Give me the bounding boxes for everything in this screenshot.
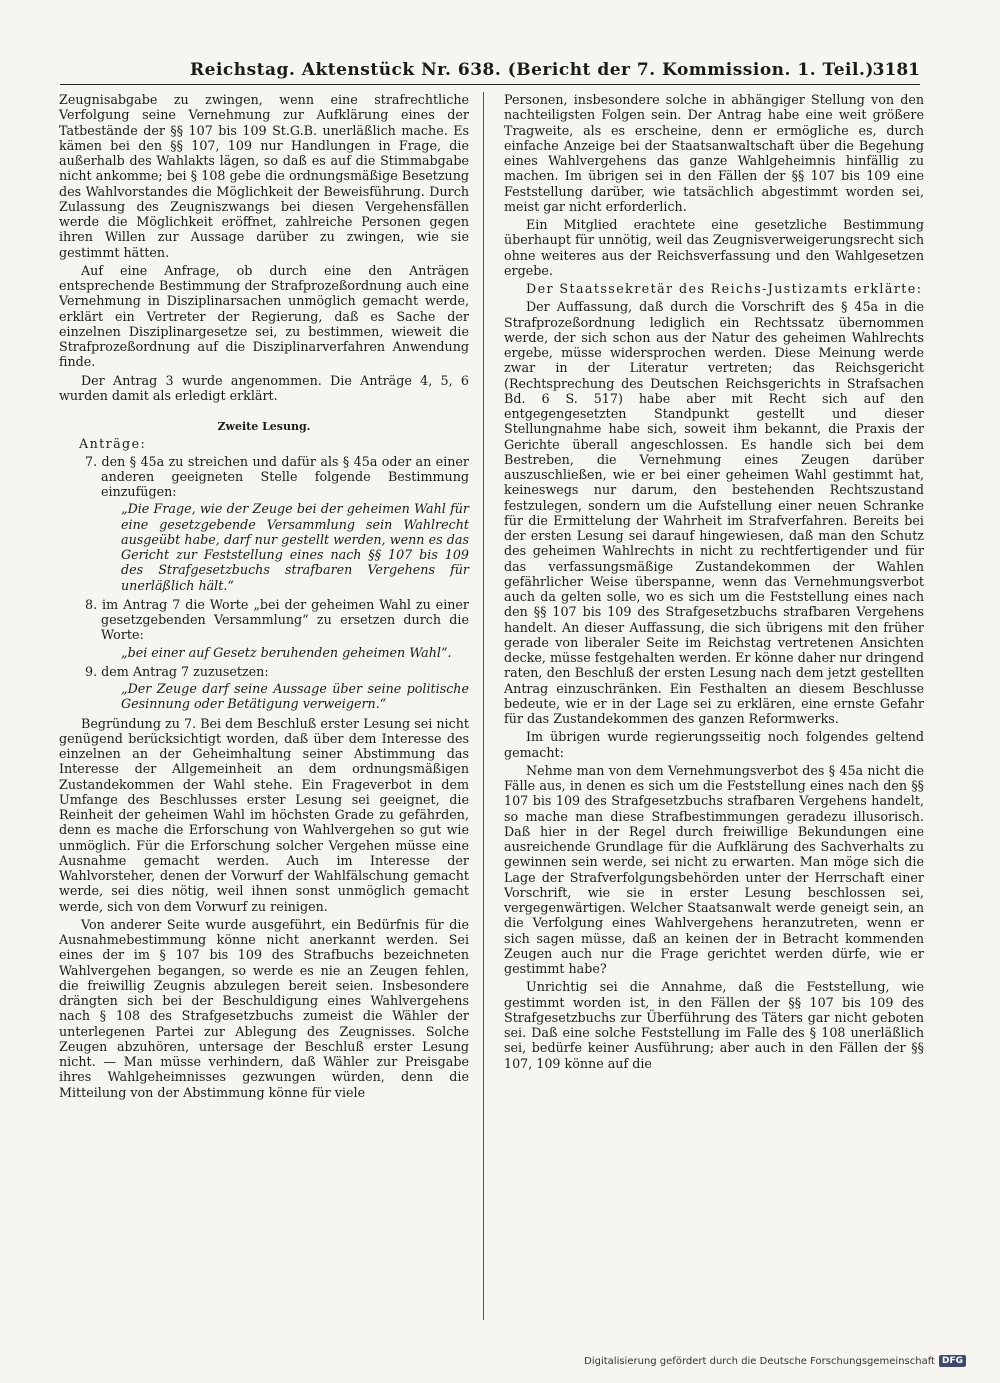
paragraph: Von anderer Seite wurde ausgeführt, ein Bedürfnis für die Ausnahmebestimmung könne nicht anerkannt werden. Sei eines der im § 107 bis 109 des Strafbuchs bezeichneten Wahlvergehen begangen, so werde es nie an Zeugen fehlen, die freiwillig Zeugnis abzulegen bereit seien. Insbesondere drängten sich bei der Beschuldigung eines Wahlvergehens nach § 108 des Strafgesetzbuchs zumeist die Wähler der unterlegenen Partei zur Ablegung des Zeugnisses. Solche Zeugen abzuhören, untersage der Beschluß erster Lesung nicht. — Man müsse verhindern, daß Wähler zur Preisgabe ihres Wahlgeheimnisses gezwungen würden, denn die Mitteilung von der Abstimmung könne für viele <box>59 916 469 1100</box>
paragraph: Im übrigen wurde regierungsseitig noch folgendes geltend gemacht: <box>504 729 924 760</box>
page-number: 3181 <box>872 60 920 80</box>
quote: „Die Frage, wie der Zeuge bei der geheimen Wahl für eine gesetzgebende Versammlung sein Wahlrecht ausgeübt habe, darf nur gestellt werden, wenn es das Gericht zur Feststellung eines nach §§ 107 bis 109 des Strafgesetzbuchs strafbaren Vergehens für unerläßlich hält.“ <box>121 501 469 593</box>
paragraph: Unrichtig sei die Annahme, daß die Feststellung, wie gestimmt worden ist, in den Fällen der §§ 107 bis 109 des Strafgesetzbuchs zur Überführung des Täters gar nicht geboten sei. Daß eine solche Feststellung im Falle des § 108 unerläßlich sei, bedürfe keiner Ausführung; aber auch in den Fällen der §§ 107, 109 könne auf die <box>504 979 924 1071</box>
paragraph: Zeugnisabgabe zu zwingen, wenn eine strafrechtliche Verfolgung seine Vernehmung zur Aufklärung eines der Tatbestände der §§ 107 bis 109 St.G.B. unerläßlich mache. Es kämen bei den §§ 107, 109 nur Handlungen in Frage, die außerhalb des Wahlakts lägen, so daß es auf die Stimmabgabe nicht ankomme; bei § 108 gebe die ordnungsmäßige Besetzung des Wahlvorstandes die Möglichkeit der Beweisführung. Durch Zulassung des Zeugniszwangs bei diesen Vergehensfällen werde die Möglichkeit eröffnet, zahlreiche Personen gegen ihren Willen zur Aussage darüber zu zwingen, wie sie gestimmt hätten. <box>59 92 469 260</box>
list-item: 8. im Antrag 7 die Worte „bei der geheimen Wahl zu einer gesetzgebenden Versammlung“ zu ersetzen durch die Worte: <box>85 596 469 643</box>
right-column <box>504 92 924 1074</box>
list-item: 9. dem Antrag 7 zuzusetzen: <box>85 663 269 679</box>
paragraph: Der Staatssekretär des Reichs-Justizamts erklärte: <box>526 281 923 296</box>
quote: „Der Zeuge darf seine Aussage über seine politische Gesinnung oder Betätigung verweigern.“ <box>121 681 469 712</box>
paragraph: Nehme man von dem Vernehmungsverbot des § 45a nicht die Fälle aus, in denen es sich um die Feststellung eines nach den §§ 107 bis 109 des Strafgesetzbuchs strafbaren Vergehens handelt, so mache man diese Strafbestimmungen geradezu illusorisch. Daß hier in der Regel durch freiwillige Bekundungen eine ausreichende Grundlage für die Aufklärung des Sachverhalts zu gewinnen sein werde, sei nicht zu erwarten. Man möge sich die Lage der Strafverfolgungsbehörden unter der Herrschaft einer Vorschrift, wie sie in erster Lesung beschlossen sei, vergegenwärtigen. Welcher Staatsanwalt werde geneigt sein, an die Verfolgung eines Wahlvergehens heranzutreten, wenn er sich sagen müsse, daß an keinen der in Betracht kommenden Zeugen auch nur die Frage gerichtet werden dürfe, wie er gestimmt habe? <box>504 762 924 976</box>
list-item: 7. den § 45a zu streichen und dafür als § 45a oder an einer anderen geeigneten Stelle folgende Bestimmung einzufügen: <box>85 453 469 499</box>
dfg-logo: DFG <box>939 1355 966 1367</box>
paragraph: Der Auffassung, daß durch die Vorschrift des § 45a in die Strafprozeßordnung lediglich ein Rechtssatz übernommen werde, der sich schon aus der Natur des geheimen Wahlrechts ergebe, müsse widersprochen werden. Diese Meinung werde zwar in der Literatur vertreten; das Reichsgericht (Rechtsprechung des Deutschen Reichsgerichts in Strafsachen Bd. 6 S. 517) habe aber mit Recht sich auf den entgegengesetzten Standpunkt gestellt und dieser Stellungnahme habe sich, soweit ihm bekannt, die Praxis der Gerichte überall angeschlossen. Es handle sich bei dem Bestreben, die Vernehmung eines Zeugen darüber auszuschließen, wie er bei einer geheimen Wahl gestimmt hat, keineswegs nur darum, den bestehenden Rechtszustand festzulegen, sondern um die Aufstellung einer neuen Schranke für die Ermittelung der Wahrheit im Strafverfahren. Bereits bei der ersten Lesung sei darauf hingewiesen, daß man den Schutz des geheimen Wahlrechts in nicht zu rechtfertigender und für das verfassungsmäßige Zustandekommen der Wahlen gefährlicher Weise überspanne, wenn das Vernehmungsverbot auch da gelten solle, wo es sich um die Feststellung eines nach den §§ 107 bis 109 des Strafgesetzbuchs strafbaren Vergehens handelt. An dieser Auffassung, die sich übrigens mit den früher gerade von liberaler Seite im Reichstag vertretenen Ansichten decke, müsse festgehalten werden. Er könne daher nur dringend raten, den Beschluß der ersten Lesung nach dem jetzt gestellten Antrag einzuschränken. Ein Festhalten an diesem Beschlusse bedeute, wie er in der Lage sei zu erklären, eine ernste Gefahr für das Zustandekommen des ganzen Reformwerks. <box>504 299 924 726</box>
footer-credit: Digitalisierung gefördert durch die Deutsche Forschungsgemeinschaft <box>584 1355 935 1367</box>
paragraph: Auf eine Anfrage, ob durch eine den Anträgen entsprechende Bestimmung der Strafprozeßordnung auch eine Vernehmung in Disziplinarsachen unmöglich gemacht werde, erklärt ein Vertreter der Regierung, daß es Sache der einzelnen Disziplinargesetze sei, zu bestimmen, wieweit die Strafprozeßordnung auf die Disziplinarverfahren Anwendung finde. <box>59 262 469 370</box>
section-heading: Zweite Lesung. <box>217 420 311 433</box>
footer <box>584 1355 966 1367</box>
page-header <box>60 58 920 85</box>
paragraph: Personen, insbesondere solche in abhängiger Stellung von den nachteiligsten Folgen sein. Der Antrag habe eine weit größere Tragweite, als es erscheine, denn er ermögliche es, durch einfache Anzeige bei der Staatsanwaltschaft über die Begehung eines Wahlvergehens das ganze Wahlgeheimnis hinfällig zu machen. Im übrigen sei in den Fällen der §§ 107 bis 109 eine Feststellung darüber, wie tatsächlich abgestimmt worden sei, meist gar nicht erforderlich. <box>504 92 924 214</box>
column-divider <box>483 92 484 1320</box>
paragraph: Begründung zu 7. Bei dem Beschluß erster Lesung sei nicht genügend berücksichtigt worden, daß über dem Interesse des einzelnen an der Geheimhaltung seiner Abstimmung das Interesse der Allgemeinheit an dem ordnungsmäßigen Zustandekommen der Wahl stehe. Ein Frageverbot in dem Umfange des Beschlusses erster Lesung sei geeignet, die Reinheit der geheimen Wahl im höchsten Grade zu gefährden, denn es mache die Erforschung von Wahlvergehen so gut wie unmöglich. Für die Erforschung solcher Vergehen müsse eine Ausnahme gemacht werden. Auch im Interesse der Wahlvorsteher, denen der Vorwurf der Wahlfälschung gemacht werde, sei dies nötig, weil ihnen sonst unmöglich gemacht werde, sich von dem Vorwurf zu reinigen. <box>59 715 469 914</box>
antraege-label: Anträge: <box>79 436 147 452</box>
quote: „bei einer auf Gesetz beruhenden geheimen Wahl“. <box>121 644 452 660</box>
paragraph: Der Antrag 3 wurde angenommen. Die Anträge 4, 5, 6 wurden damit als erledigt erklärt. <box>59 372 469 403</box>
running-title: Reichstag. Aktenstück Nr. 638. (Bericht der 7. Kommission. 1. Teil.) <box>190 60 874 80</box>
paragraph: Ein Mitglied erachtete eine gesetzliche Bestimmung überhaupt für unnötig, weil das Zeugnisverweigerungsrecht sich ohne weiteres aus der Reichsverfassung und den Wahlgesetzen ergebe. <box>504 217 924 278</box>
left-column <box>59 92 469 1103</box>
